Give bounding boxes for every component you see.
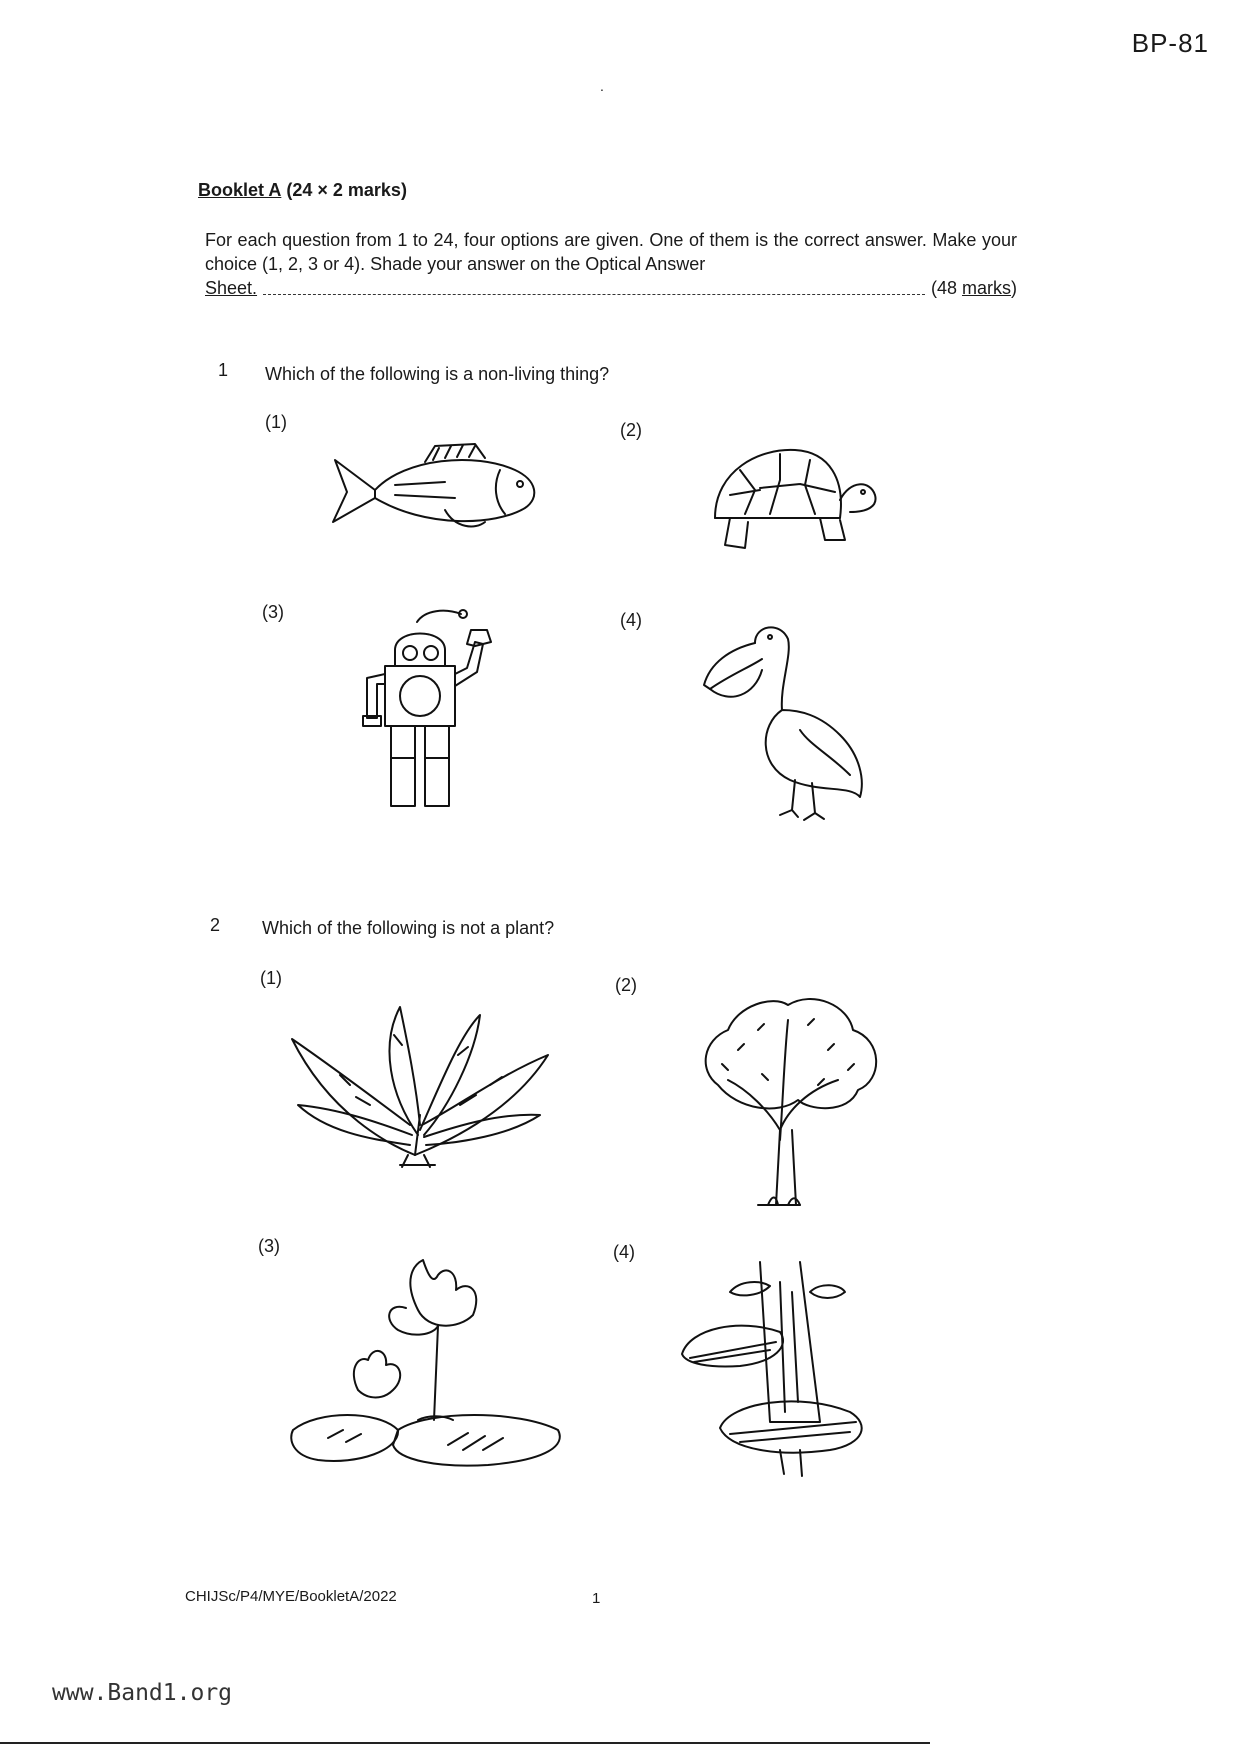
q1-option-4-label: (4) [620, 610, 642, 630]
robot-icon [355, 608, 515, 813]
tortoise-icon [700, 440, 880, 560]
footer-code: CHIJSc/P4/MYE/BookletA/2022 [185, 1588, 397, 1605]
question-1-number: 1 [218, 360, 229, 380]
instructions-last-line [205, 276, 1017, 300]
page-code: BP-81 [1131, 28, 1209, 58]
question-2-text: Which of the following is not a plant? [262, 918, 555, 938]
dashed-leader [263, 294, 925, 295]
bottom-rule [0, 1742, 930, 1744]
instructions [205, 228, 1017, 300]
page-number: 1 [592, 1590, 601, 1607]
watermark: www.Band1.org [52, 1680, 233, 1706]
q2-option-3-label: (3) [258, 1236, 280, 1256]
instructions-total-marks: (48 marks) [930, 278, 1017, 298]
booklet-marks: (24 × 2 marks) [286, 180, 407, 200]
q2-option-2-label: (2) [615, 975, 637, 995]
q1-option-1-label: (1) [265, 412, 287, 432]
pelican-icon [700, 615, 880, 830]
booklet-title: Booklet A [198, 180, 282, 200]
question-2-number: 2 [210, 915, 221, 935]
tree-icon [688, 990, 888, 1215]
q1-option-2-label: (2) [620, 420, 642, 440]
water-lily-icon [288, 1260, 568, 1472]
booklet-heading [198, 180, 407, 201]
question-1-text: Which of the following is a non-living thing? [265, 364, 610, 384]
instructions-text: For each question from 1 to 24, four options are given. One of them is the correct answer. Make your choice (1, 2, 3 or 4). Shade your answer on the Optical Answer [205, 230, 1017, 274]
q1-option-3-label: (3) [262, 602, 284, 622]
q2-option-4-label: (4) [613, 1242, 635, 1262]
leafy-plant-icon [290, 1005, 550, 1170]
scan-dot: . [600, 78, 604, 94]
bracket-fungus-icon [680, 1262, 900, 1482]
fish-icon [325, 440, 545, 540]
instructions-sheet-word: Sheet. [205, 278, 258, 298]
q2-option-1-label: (1) [260, 968, 282, 988]
